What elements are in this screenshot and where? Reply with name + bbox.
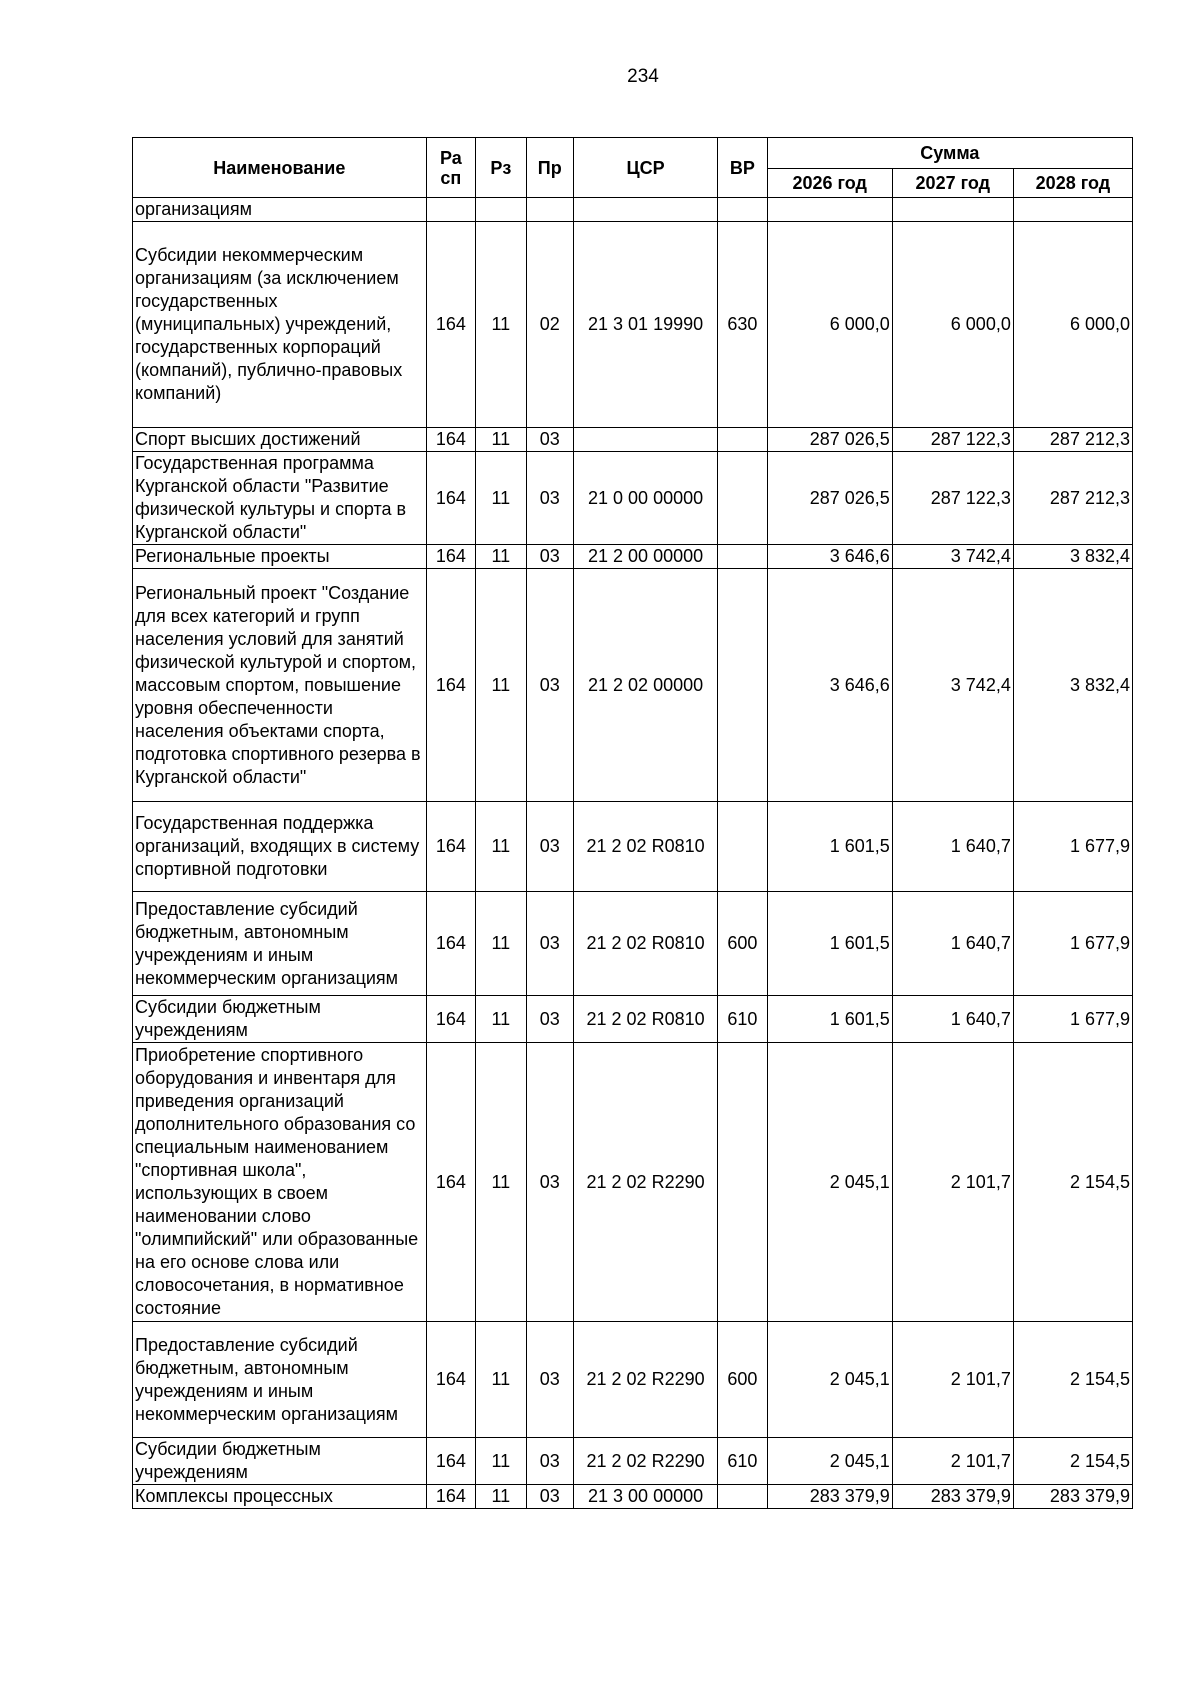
cell-2026: 283 379,9 [767,1485,892,1509]
cell-2027: 1 640,7 [892,892,1013,996]
cell-vr [718,428,767,452]
cell-2027: 283 379,9 [892,1485,1013,1509]
cell-2028: 287 212,3 [1013,428,1132,452]
cell-2027: 287 122,3 [892,428,1013,452]
cell-vr [718,802,767,892]
cell-rasp: 164 [426,569,475,802]
cell-2026: 2 045,1 [767,1043,892,1322]
cell-2027 [892,198,1013,222]
page-number: 234 [627,66,659,87]
cell-csr: 21 2 02 R2290 [573,1322,717,1438]
header-rasp: Ра сп [426,138,475,198]
cell-2027: 1 640,7 [892,996,1013,1043]
cell-rz: 11 [476,428,526,452]
cell-rasp: 164 [426,1438,475,1485]
header-rz: Рз [476,138,526,198]
cell-rz: 11 [476,1485,526,1509]
cell-vr [718,545,767,569]
table-row [133,1485,1133,1509]
cell-csr: 21 2 02 R0810 [573,996,717,1043]
cell-2028: 2 154,5 [1013,1322,1132,1438]
table-body [133,198,1133,1509]
header-pr: Пр [526,138,573,198]
cell-pr: 03 [526,1043,573,1322]
cell-pr: 03 [526,1438,573,1485]
cell-name: Субсидии бюджетным учреждениям [133,996,427,1043]
cell-name: Субсидии бюджетным учреждениям [133,1438,427,1485]
header-vr: ВР [718,138,767,198]
cell-csr: 21 2 02 R2290 [573,1438,717,1485]
cell-2026: 1 601,5 [767,802,892,892]
cell-2026: 3 646,6 [767,569,892,802]
cell-csr: 21 2 02 00000 [573,569,717,802]
cell-rz: 11 [476,452,526,545]
table-row [133,1043,1133,1322]
table-row [133,428,1133,452]
header-2028: 2028 год [1013,169,1132,198]
cell-pr [526,198,573,222]
cell-2027: 3 742,4 [892,545,1013,569]
cell-2027: 2 101,7 [892,1322,1013,1438]
cell-rz: 11 [476,892,526,996]
cell-pr: 03 [526,1485,573,1509]
table-header-row [133,138,1133,169]
cell-csr [573,428,717,452]
header-sum: Сумма [767,138,1132,169]
cell-rz [476,198,526,222]
cell-rasp: 164 [426,996,475,1043]
cell-2026: 287 026,5 [767,428,892,452]
cell-2028: 1 677,9 [1013,802,1132,892]
cell-csr: 21 2 02 R0810 [573,802,717,892]
cell-csr: 21 3 01 19990 [573,222,717,428]
cell-rasp: 164 [426,428,475,452]
cell-2028: 2 154,5 [1013,1043,1132,1322]
cell-rasp: 164 [426,1043,475,1322]
cell-2027: 287 122,3 [892,452,1013,545]
table-row [133,892,1133,996]
header-2026: 2026 год [767,169,892,198]
cell-2026: 2 045,1 [767,1438,892,1485]
cell-pr: 03 [526,996,573,1043]
cell-csr: 21 0 00 00000 [573,452,717,545]
cell-2026: 287 026,5 [767,452,892,545]
cell-vr [718,1485,767,1509]
table-row [133,1322,1133,1438]
cell-2026: 3 646,6 [767,545,892,569]
cell-rz: 11 [476,1043,526,1322]
cell-rz: 11 [476,1438,526,1485]
cell-pr: 02 [526,222,573,428]
cell-2026: 6 000,0 [767,222,892,428]
cell-vr: 610 [718,1438,767,1485]
cell-2028: 6 000,0 [1013,222,1132,428]
cell-csr: 21 2 00 00000 [573,545,717,569]
cell-rz: 11 [476,545,526,569]
cell-2026: 1 601,5 [767,892,892,996]
cell-rz: 11 [476,996,526,1043]
cell-name: организациям [133,198,427,222]
cell-vr: 630 [718,222,767,428]
cell-rz: 11 [476,222,526,428]
cell-rasp: 164 [426,452,475,545]
cell-pr: 03 [526,892,573,996]
cell-pr: 03 [526,452,573,545]
cell-2028: 2 154,5 [1013,1438,1132,1485]
cell-2028: 3 832,4 [1013,569,1132,802]
budget-table [132,137,1133,1509]
cell-vr [718,198,767,222]
table-row [133,222,1133,428]
table-row [133,545,1133,569]
cell-vr: 610 [718,996,767,1043]
cell-vr: 600 [718,1322,767,1438]
cell-2027: 3 742,4 [892,569,1013,802]
cell-csr: 21 2 02 R0810 [573,892,717,996]
cell-rz: 11 [476,569,526,802]
table-row [133,198,1133,222]
cell-2026: 2 045,1 [767,1322,892,1438]
cell-rasp: 164 [426,892,475,996]
cell-vr: 600 [718,892,767,996]
cell-csr: 21 2 02 R2290 [573,1043,717,1322]
cell-2028: 287 212,3 [1013,452,1132,545]
cell-rasp: 164 [426,545,475,569]
cell-name: Государственная программа Курганской области "Развитие физической культуры и спорта в Курганской области" [133,452,427,545]
cell-vr [718,1043,767,1322]
table-row [133,569,1133,802]
cell-2027: 1 640,7 [892,802,1013,892]
cell-csr: 21 3 00 00000 [573,1485,717,1509]
cell-name: Региональный проект "Создание для всех категорий и групп населения условий для занятий физической культурой и спортом, массовым спортом, повышение уровня обеспеченности населения объектами спорта, подготовка спортивного резерва в Курганской области" [133,569,427,802]
table-row [133,452,1133,545]
cell-2028 [1013,198,1132,222]
cell-rasp: 164 [426,1485,475,1509]
cell-rasp: 164 [426,222,475,428]
cell-pr: 03 [526,1322,573,1438]
cell-pr: 03 [526,545,573,569]
cell-rasp [426,198,475,222]
cell-vr [718,452,767,545]
cell-rz: 11 [476,1322,526,1438]
cell-2027: 2 101,7 [892,1438,1013,1485]
cell-2027: 2 101,7 [892,1043,1013,1322]
table-row [133,996,1133,1043]
cell-pr: 03 [526,802,573,892]
cell-2026 [767,198,892,222]
cell-pr: 03 [526,569,573,802]
cell-name: Предоставление субсидий бюджетным, автономным учреждениям и иным некоммерческим организациям [133,1322,427,1438]
cell-name: Предоставление субсидий бюджетным, автономным учреждениям и иным некоммерческим организациям [133,892,427,996]
cell-2026: 1 601,5 [767,996,892,1043]
table-row [133,802,1133,892]
cell-2027: 6 000,0 [892,222,1013,428]
cell-rz: 11 [476,802,526,892]
cell-rasp: 164 [426,802,475,892]
cell-csr [573,198,717,222]
table-row [133,1438,1133,1485]
cell-2028: 1 677,9 [1013,892,1132,996]
cell-2028: 1 677,9 [1013,996,1132,1043]
cell-name: Государственная поддержка организаций, входящих в систему спортивной подготовки [133,802,427,892]
header-name: Наименование [133,138,427,198]
cell-name: Спорт высших достижений [133,428,427,452]
cell-pr: 03 [526,428,573,452]
header-2027: 2027 год [892,169,1013,198]
cell-name: Комплексы процессных [133,1485,427,1509]
cell-vr [718,569,767,802]
cell-2028: 283 379,9 [1013,1485,1132,1509]
cell-name: Субсидии некоммерческим организациям (за исключением государственных (муниципальных) учреждений, государственных корпораций (компаний), публично-правовых компаний) [133,222,427,428]
header-csr: ЦСР [573,138,717,198]
cell-name: Региональные проекты [133,545,427,569]
cell-2028: 3 832,4 [1013,545,1132,569]
cell-name: Приобретение спортивного оборудования и инвентаря для приведения организаций дополнительного образования со специальным наименованием "спортивная школа", использующих в своем наименовании слово "олимпийский" или образованные на его основе слова или словосочетания, в нормативное состояние [133,1043,427,1322]
cell-rasp: 164 [426,1322,475,1438]
